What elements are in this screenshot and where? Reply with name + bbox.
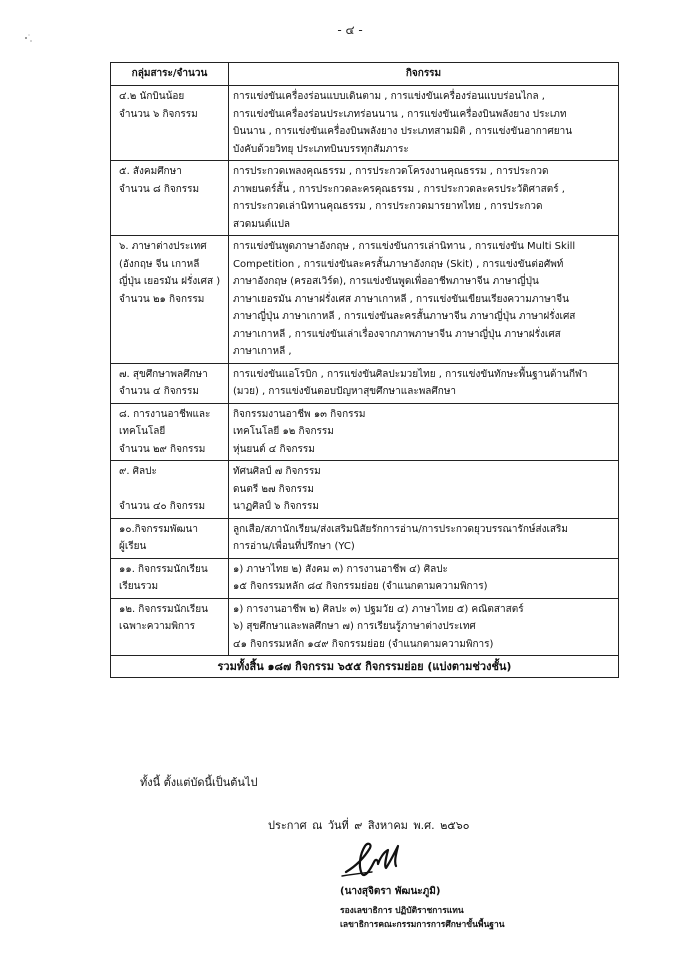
table-row xyxy=(111,236,619,364)
activity-line: ทัศนศิลป์ ๗ กิจกรรม xyxy=(233,466,321,477)
activity-cell xyxy=(229,558,619,598)
handwritten-signature xyxy=(338,836,418,882)
table-row xyxy=(111,558,619,598)
activity-table xyxy=(110,62,619,678)
table-row xyxy=(111,363,619,403)
table-row xyxy=(111,161,619,236)
group-name: ๘. การงานอาชีพและ เทคโนโลยี จำนวน ๒๙ กิจกรรม xyxy=(119,408,211,455)
group-name: ๔.๒ นักบินน้อย จำนวน ๖ กิจกรรม xyxy=(119,91,198,120)
group-name: ๑๑. กิจกรรมนักเรียน เรียนรวม xyxy=(119,563,208,592)
activity-line: การแข่งขันแอโรบิก , การแข่งขันศิลปะมวยไทย , การแข่งขันทักษะพื้นฐานด้านกีฬา xyxy=(233,368,588,380)
activity-line: ภาษาอังกฤษ (ครอสเวิร์ด), การแข่งขันพูดเพื่ออาชีพภาษาจีน ภาษาญี่ปุ่น xyxy=(233,276,539,287)
activity-line: ภาษาเกาหลี , การแข่งขันเล่าเรื่องจากภาพภาษาจีน ภาษาญี่ปุ่น ภาษาฝรั่งเศส xyxy=(233,328,561,340)
scan-specks xyxy=(20,30,60,50)
group-cell xyxy=(111,598,229,656)
table-row xyxy=(111,403,619,461)
group-name: ๕. สังคมศึกษา จำนวน ๘ กิจกรรม xyxy=(119,166,200,195)
activity-line: การแข่งขันเครื่องร่อนแบบเดินตาม , การแข่งขันเครื่องร่อนแบบร่อนไกล , xyxy=(233,91,545,102)
table-row xyxy=(111,518,619,558)
activity-line: บินนาน , การแข่งขันเครื่องบินพลังยาง ประเภทสามมิติ , การแข่งขันอากาศยาน xyxy=(233,126,573,137)
activity-line: ภาษาเยอรมัน ภาษาฝรั่งเศส ภาษาเกาหลี , การแข่งขันเขียนเรียงความภาษาจีน xyxy=(233,293,569,305)
activity-line: Competition , การแข่งขันละครสั้นภาษาอังกฤษ (Skit) , การแข่งขันต่อศัพท์ xyxy=(233,258,564,270)
group-cell xyxy=(111,161,229,236)
activity-line: ๑) ภาษาไทย ๒) สังคม ๓) การงานอาชีพ ๔) ศิลปะ xyxy=(233,563,448,575)
group-cell xyxy=(111,236,229,364)
group-cell xyxy=(111,363,229,403)
activity-line: ลูกเสือ/สภานักเรียน/ส่งเสริมนิสัยรักการอ่าน/การประกวดยุวบรรณารักษ์ส่งเสริม xyxy=(233,523,568,535)
page-number: - ๔ - xyxy=(337,23,363,37)
activity-line: (มวย) , การแข่งขันตอบปัญหาสุขศึกษาและพลศึกษา xyxy=(233,386,457,397)
activity-line: เทคโนโลยี ๑๒ กิจกรรม xyxy=(233,426,334,437)
table-row xyxy=(111,86,619,161)
signer-role-line-1: รองเลขาธิการ ปฏิบัติราชการแทน xyxy=(340,906,464,916)
activity-line: ภาพยนตร์สั้น , การประกวดละครคุณธรรม , การประกวดละครประวัติศาสตร์ , xyxy=(233,183,565,195)
activity-cell xyxy=(229,518,619,558)
activity-line: ๔๑ กิจกรรมหลัก ๑๔๙ กิจกรรมย่อย (จำแนกตามความพิการ) xyxy=(233,638,494,650)
group-name: ๖. ภาษาต่างประเทศ (อังกฤษ จีน เกาหลี ญี่ปุ่น เยอรมัน ฝรั่งเศส ) จำนวน ๒๑ กิจกรรม xyxy=(119,241,221,305)
activity-line: หุ่นยนต์ ๔ กิจกรรม xyxy=(233,443,315,455)
activity-line: กิจกรรมงานอาชีพ ๑๓ กิจกรรม xyxy=(233,408,366,420)
activity-cell xyxy=(229,363,619,403)
activity-line: ๑๕ กิจกรรมหลัก ๘๔ กิจกรรมย่อย (จำแนกตามความพิการ) xyxy=(233,581,488,592)
signer-name: (นางสุจิตรา พัฒนะภูมิ) xyxy=(340,886,441,897)
activity-line: บังคับด้วยวิทยุ ประเภทบินบรรทุกสัมภาระ xyxy=(233,143,409,155)
activity-line: การอ่าน/เพื่อนที่ปรึกษา (YC) xyxy=(233,541,355,552)
group-name: ๑๐.กิจกรรมพัฒนา ผู้เรียน xyxy=(119,523,199,552)
table-row xyxy=(111,598,619,656)
activity-line: ภาษาเกาหลี , xyxy=(233,346,292,357)
group-cell xyxy=(111,403,229,461)
table-row xyxy=(111,461,619,519)
activity-line: ภาษาญี่ปุ่น ภาษาเกาหลี , การแข่งขันละครสั้นภาษาจีน ภาษาญี่ปุ่น ภาษาฝรั่งเศส xyxy=(233,311,576,322)
activity-line: การประกวดเพลงคุณธรรม , การประกวดโครงงานคุณธรรม , การประกวด xyxy=(233,166,549,177)
total-row xyxy=(111,656,619,678)
effective-statement: ทั้งนี้ ตั้งแต่บัดนี้เป็นต้นไป xyxy=(140,776,258,789)
activity-cell xyxy=(229,86,619,161)
group-cell xyxy=(111,461,229,519)
header-activity-cell: กิจกรรม xyxy=(229,63,619,86)
table-body xyxy=(111,86,619,678)
group-cell xyxy=(111,558,229,598)
total-cell: รวมทั้งสิ้น ๑๘๗ กิจกรรม ๖๕๕ กิจกรรมย่อย (แบ่งตามช่วงชั้น) xyxy=(111,656,619,678)
activity-line: สวดมนต์แปล xyxy=(233,218,291,230)
activity-line: นาฏศิลป์ ๖ กิจกรรม xyxy=(233,501,319,512)
activity-line: ดนตรี ๒๗ กิจกรรม xyxy=(233,483,314,495)
activity-line: การแข่งขันเครื่องร่อนประเภทร่อนนาน , การแข่งขันเครื่องบินพลังยาง ประเภท xyxy=(233,108,567,120)
activity-cell xyxy=(229,598,619,656)
group-name: ๙. ศิลปะ จำนวน ๔๐ กิจกรรม xyxy=(119,466,206,512)
activity-cell xyxy=(229,403,619,461)
group-name: ๑๒. กิจกรรมนักเรียน เฉพาะความพิการ xyxy=(119,603,208,632)
activity-cell xyxy=(229,461,619,519)
signer-role-line-2: เลขาธิการคณะกรรมการการศึกษาขั้นพื้นฐาน xyxy=(340,920,505,930)
activity-line: การประกวดเล่านิทานคุณธรรม , การประกวดมารยาทไทย , การประกวด xyxy=(233,201,543,212)
activity-cell xyxy=(229,161,619,236)
activity-line: ๑) การงานอาชีพ ๒) ศิลปะ ๓) ปฐมวัย ๔) ภาษาไทย ๕) คณิตสาสตร์ xyxy=(233,603,524,615)
group-name: ๗. สุขศึกษาพลศึกษา จำนวน ๔ กิจกรรม xyxy=(119,368,208,397)
activity-line: ๖) สุขศึกษาและพลศึกษา ๗) การเรียนรู้ภาษาต่างประเทศ xyxy=(233,621,476,632)
activity-cell xyxy=(229,236,619,364)
group-cell xyxy=(111,86,229,161)
table-header-row xyxy=(111,63,619,86)
announcement-date: ประกาศ ณ วันที่ ๙ สิงหาคม พ.ศ. ๒๕๖๐ xyxy=(268,819,470,832)
header-group-cell: กลุ่มสาระ/จำนวน xyxy=(111,63,229,86)
activity-line: การแข่งขันพูดภาษาอังกฤษ , การแข่งขันการเล่านิทาน , การแข่งขัน Multi Skill xyxy=(233,241,576,252)
group-cell xyxy=(111,518,229,558)
